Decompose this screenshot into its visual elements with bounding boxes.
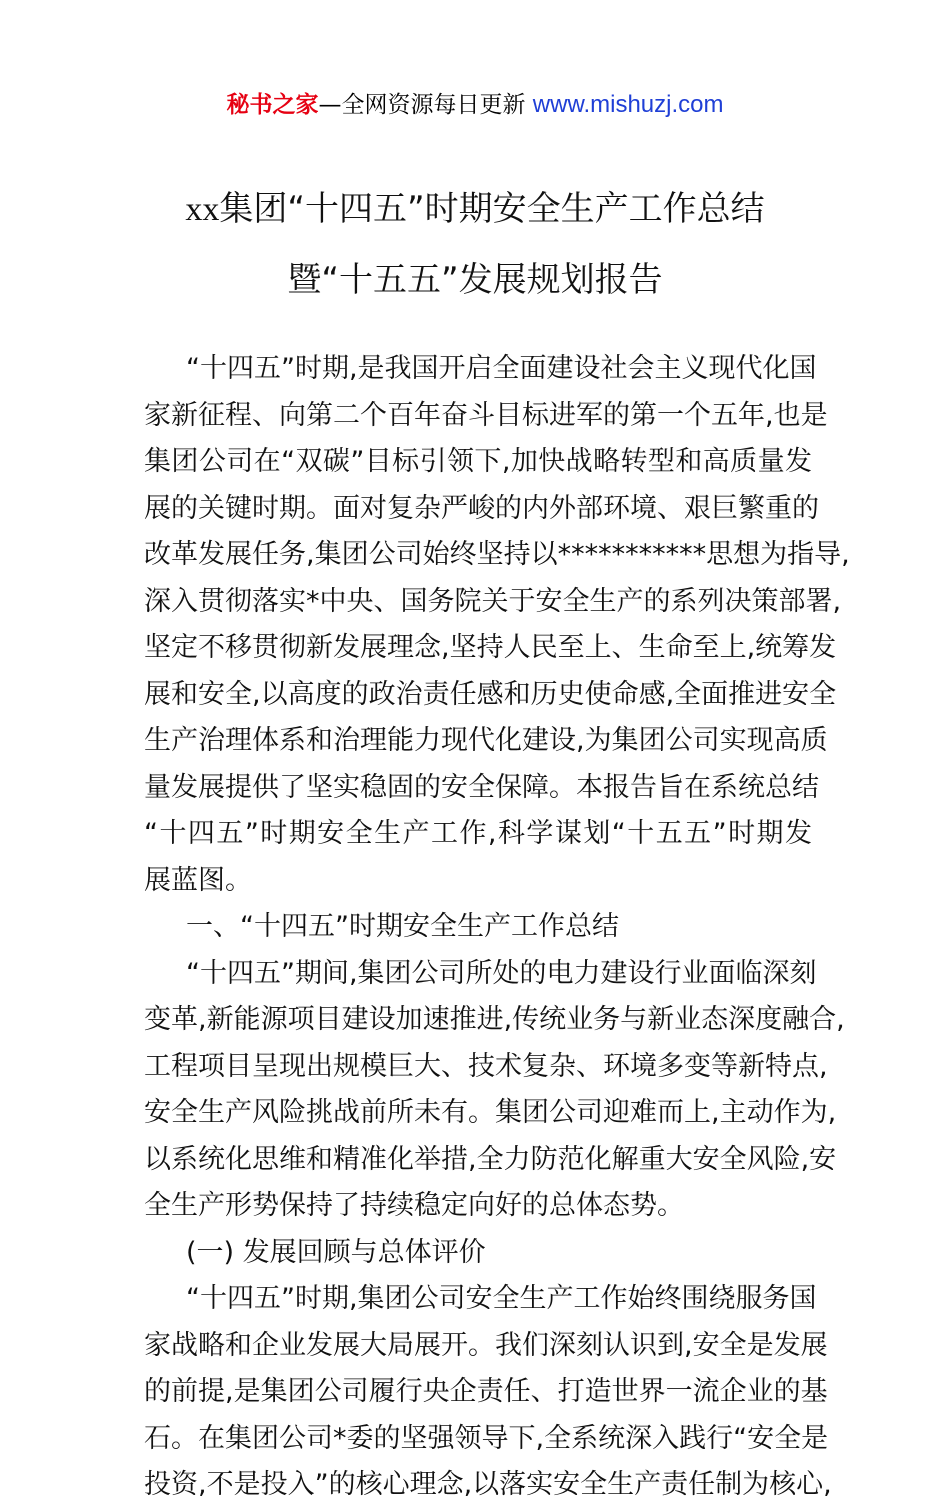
paragraph-line: 变革,新能源项目建设加速推进,传统业务与新业态深度融合, (144, 1004, 845, 1035)
site-header (0, 88, 950, 122)
paragraph-line: 深入贯彻落实*中央、国务院关于安全生产的系列决策部署, (144, 585, 842, 617)
header-slogan: —全网资源每日更新 (318, 92, 533, 118)
brand-name: 秘书之家 (226, 92, 319, 118)
document-title-line-2: 暨“十五五”发展规划报告 (287, 260, 663, 300)
paragraph-line: 展和安全,以高度的政治责任感和历史使命感,全面推进安全 (144, 678, 837, 710)
paragraph-line: 集团公司在“双碳”目标引领下,加快战略转型和高质量发 (144, 446, 812, 477)
title-prefix: xx (185, 191, 220, 228)
paragraph-line: 投资,不是投入”的核心理念,以落实安全生产责任制为核心, (144, 1469, 832, 1500)
paragraph-line: “十四五”时期,是我国开启全面建设社会主义现代化国 (186, 353, 817, 384)
paragraph-line: 石。在集团公司*委的坚强领导下,全系统深入践行“安全是 (144, 1422, 829, 1454)
section-heading: 一、“十四五”时期安全生产工作总结 (186, 911, 619, 942)
paragraph-line: 全生产形势保持了持续稳定向好的总体态势。 (144, 1190, 684, 1221)
paragraph-line: 展的关键时期。面对复杂严峻的内外部环境、艰巨繁重的 (144, 492, 819, 524)
paragraph-line: 改革发展任务,集团公司始终坚持以***********思想为指导, (144, 539, 850, 570)
paragraph-line: 以系统化思维和精准化举措,全力防范化解重大安全风险,安 (144, 1143, 837, 1175)
document-title-line-1 (0, 186, 950, 233)
paragraph-line: 安全生产风险挑战前所未有。集团公司迎难而上,主动作为, (144, 1097, 837, 1128)
paragraph-line: 坚定不移贯彻新发展理念,坚持人民至上、生命至上,统筹发 (144, 632, 837, 663)
paragraph-line: “十四五”期间,集团公司所处的电力建设行业面临深刻 (186, 957, 817, 989)
paragraph-line: 家战略和企业发展大局展开。我们深刻认识到,安全是发展 (144, 1329, 828, 1361)
document-body (144, 346, 850, 1509)
subsection-heading: (一) 发展回顾与总体评价 (186, 1236, 486, 1268)
paragraph-line: 的前提,是集团公司履行央企责任、打造世界一流企业的基 (144, 1376, 828, 1407)
title-text: 集团“十四五”时期安全生产工作总结 (219, 189, 765, 229)
paragraph-line: “十四五”时期,集团公司安全生产工作始终围绕服务国 (186, 1283, 817, 1314)
paragraph-line: 生产治理体系和治理能力现代化建设,为集团公司实现高质 (144, 725, 828, 756)
paragraph-line: “十四五”时期安全生产工作,科学谋划“十五五”时期发 (144, 818, 812, 849)
paragraph-line: 量发展提供了坚实稳固的安全保障。本报告旨在系统总结 (144, 771, 819, 803)
paragraph-line: 展蓝图。 (144, 864, 252, 896)
paragraph-line: 家新征程、向第二个百年奋斗目标进军的第一个五年,也是 (144, 399, 828, 431)
paragraph-line: 工程项目呈现出规模巨大、技术复杂、环境多变等新特点, (144, 1050, 828, 1082)
site-url-link[interactable]: www.mishuzj.com (532, 91, 724, 118)
